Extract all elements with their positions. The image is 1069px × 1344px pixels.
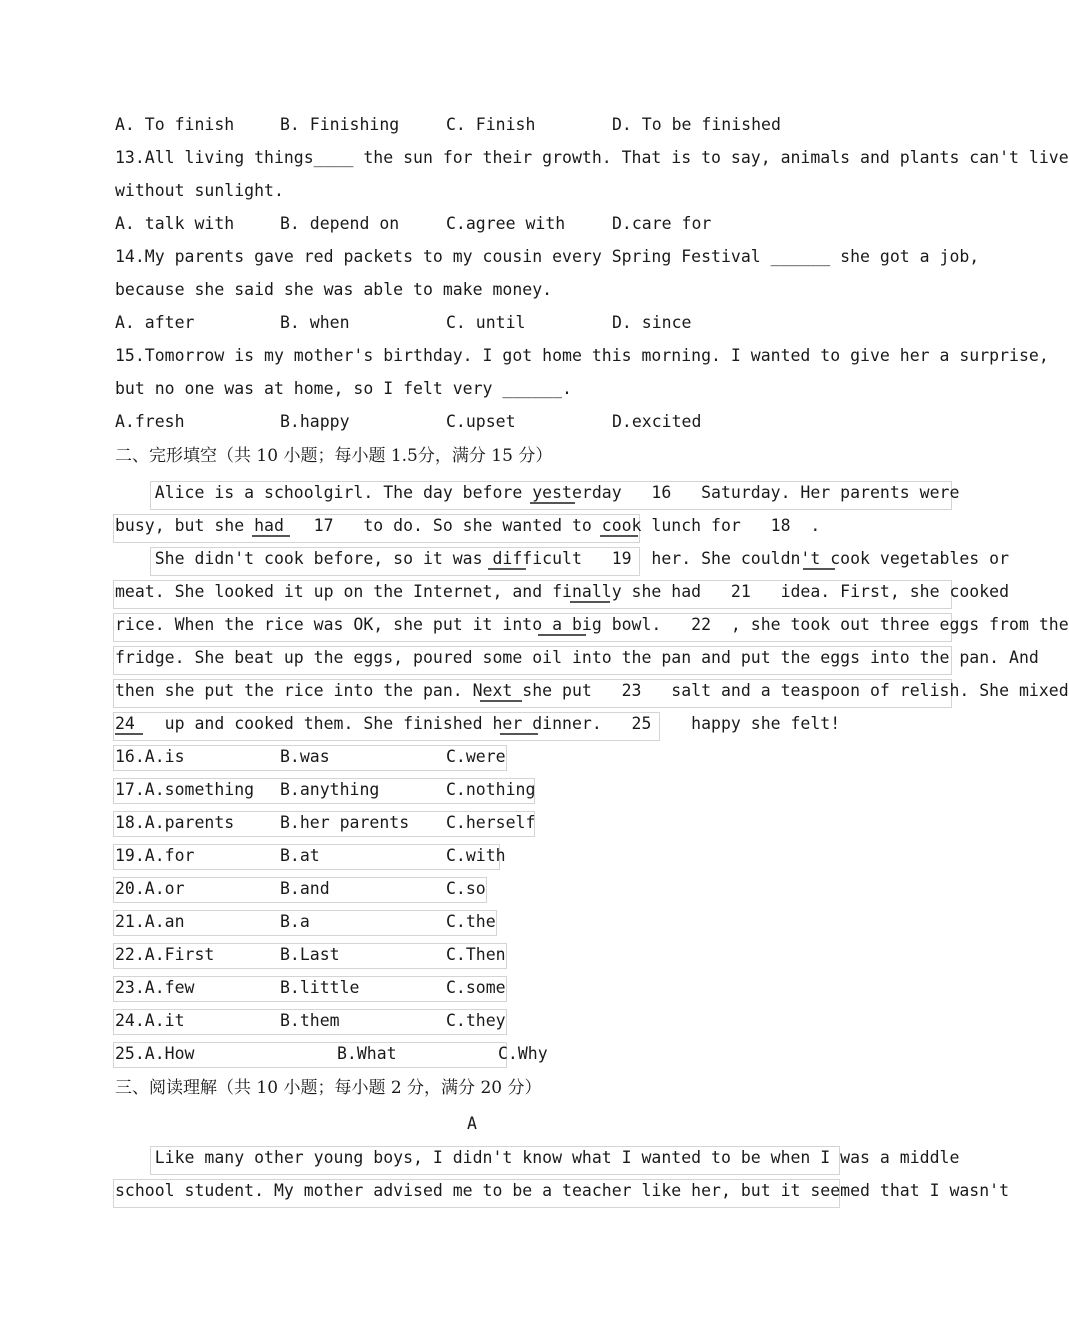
q15-option-a: A.fresh xyxy=(115,412,185,431)
cloze-q22-option-b: B.Last xyxy=(280,945,340,964)
q14-option-b: B. when xyxy=(280,313,350,332)
passage-line-6: fridge. She beat up the eggs, poured some oil into the pan and put the eggs into the pan. And xyxy=(115,648,1039,667)
q14-option-d: D. since xyxy=(612,313,692,332)
cloze-q23-option-a: 23.A.few xyxy=(115,978,195,997)
cloze-q19-option-a: 19.A.for xyxy=(115,846,195,865)
q14-stem-line1: 14.My parents gave red packets to my cousin every Spring Festival ______ she got a job, xyxy=(115,247,980,266)
q12-option-b: B. Finishing xyxy=(280,115,400,134)
section-3-heading: 三、阅读理解（共 10 小题；每小题 2 分，满分 20 分） xyxy=(115,1078,542,1098)
cloze-q19-option-c: C.with xyxy=(446,846,506,865)
cloze-q21-option-b: B.a xyxy=(280,912,310,931)
q14-option-a: A. after xyxy=(115,313,195,332)
cloze-q21-option-a: 21.A.an xyxy=(115,912,185,931)
passage-a-title: A xyxy=(467,1114,477,1133)
q12-option-d: D. To be finished xyxy=(612,115,781,134)
cloze-q24-option-b: B.them xyxy=(280,1011,340,1030)
q15-option-d: D.excited xyxy=(612,412,702,431)
q13-stem-line1: 13.All living things____ the sun for their growth. That is to say, animals and plants can't live xyxy=(115,148,1069,167)
reading-line-1: Like many other young boys, I didn't know what I wanted to be when I was a middle xyxy=(115,1148,960,1167)
q15-option-b: B.happy xyxy=(280,412,350,431)
q13-option-b: B. depend on xyxy=(280,214,400,233)
passage-line-2: busy, but she had 17 to do. So she wanted to cook lunch for 18 . xyxy=(115,516,821,535)
q13-option-d: D.care for xyxy=(612,214,712,233)
q15-stem-line1: 15.Tomorrow is my mother's birthday. I got home this morning. I wanted to give her a surprise, xyxy=(115,346,1049,365)
q14-stem-line2: because she said she was able to make money. xyxy=(115,280,553,299)
cloze-q18-option-a: 18.A.parents xyxy=(115,813,235,832)
q14-option-c: C. until xyxy=(446,313,526,332)
cloze-q20-option-c: C.so xyxy=(446,879,486,898)
cloze-q16-option-b: B.was xyxy=(280,747,330,766)
passage-line-8: 24 up and cooked them. She finished her dinner. 25 happy she felt! xyxy=(115,714,841,733)
passage-line-1: Alice is a schoolgirl. The day before yesterday 16 Saturday. Her parents were xyxy=(115,483,960,502)
cloze-q16-option-a: 16.A.is xyxy=(115,747,185,766)
q13-option-a: A. talk with xyxy=(115,214,235,233)
cloze-q20-option-a: 20.A.or xyxy=(115,879,185,898)
passage-line-4: meat. She looked it up on the Internet, and finally she had 21 idea. First, she cooked xyxy=(115,582,1010,601)
q12-option-a: A. To finish xyxy=(115,115,235,134)
cloze-q20-option-b: B.and xyxy=(280,879,330,898)
q15-option-c: C.upset xyxy=(446,412,516,431)
q13-option-c: C.agree with xyxy=(446,214,566,233)
cloze-q22-option-c: C.Then xyxy=(446,945,506,964)
cloze-q23-option-c: C.some xyxy=(446,978,506,997)
cloze-q22-option-a: 22.A.First xyxy=(115,945,215,964)
section-2-heading: 二、完形填空（共 10 小题；每小题 1.5分，满分 15 分） xyxy=(115,446,553,466)
passage-line-5: rice. When the rice was OK, she put it into a big bowl. 22 , she took out three eggs from the xyxy=(115,615,1069,634)
cloze-q21-option-c: C.the xyxy=(446,912,496,931)
cloze-q19-option-b: B.at xyxy=(280,846,320,865)
cloze-q24-option-a: 24.A.it xyxy=(115,1011,185,1030)
cloze-q17-option-b: B.anything xyxy=(280,780,380,799)
cloze-q17-option-a: 17.A.something xyxy=(115,780,255,799)
cloze-q18-option-b: B.her parents xyxy=(280,813,410,832)
cloze-q23-option-b: B.little xyxy=(280,978,360,997)
reading-line-2: school student. My mother advised me to be a teacher like her, but it seemed that I wasn't xyxy=(115,1181,1010,1200)
passage-line-3: She didn't cook before, so it was difficult 19 her. She couldn't cook vegetables or xyxy=(115,549,1010,568)
q13-stem-line2: without sunlight. xyxy=(115,181,284,200)
cloze-q25-option-b: B.What xyxy=(337,1044,397,1063)
cloze-q25-option-a: 25.A.How xyxy=(115,1044,195,1063)
cloze-q17-option-c: C.nothing xyxy=(446,780,536,799)
passage-line-7: then she put the rice into the pan. Next she put 23 salt and a teaspoon of relish. She mixed xyxy=(115,681,1069,700)
cloze-q18-option-c: C.herself xyxy=(446,813,536,832)
cloze-q25-option-c: C.Why xyxy=(498,1044,548,1063)
cloze-q16-option-c: C.were xyxy=(446,747,506,766)
q12-option-c: C. Finish xyxy=(446,115,536,134)
q15-stem-line2: but no one was at home, so I felt very ______. xyxy=(115,379,572,398)
cloze-q24-option-c: C.they xyxy=(446,1011,506,1030)
